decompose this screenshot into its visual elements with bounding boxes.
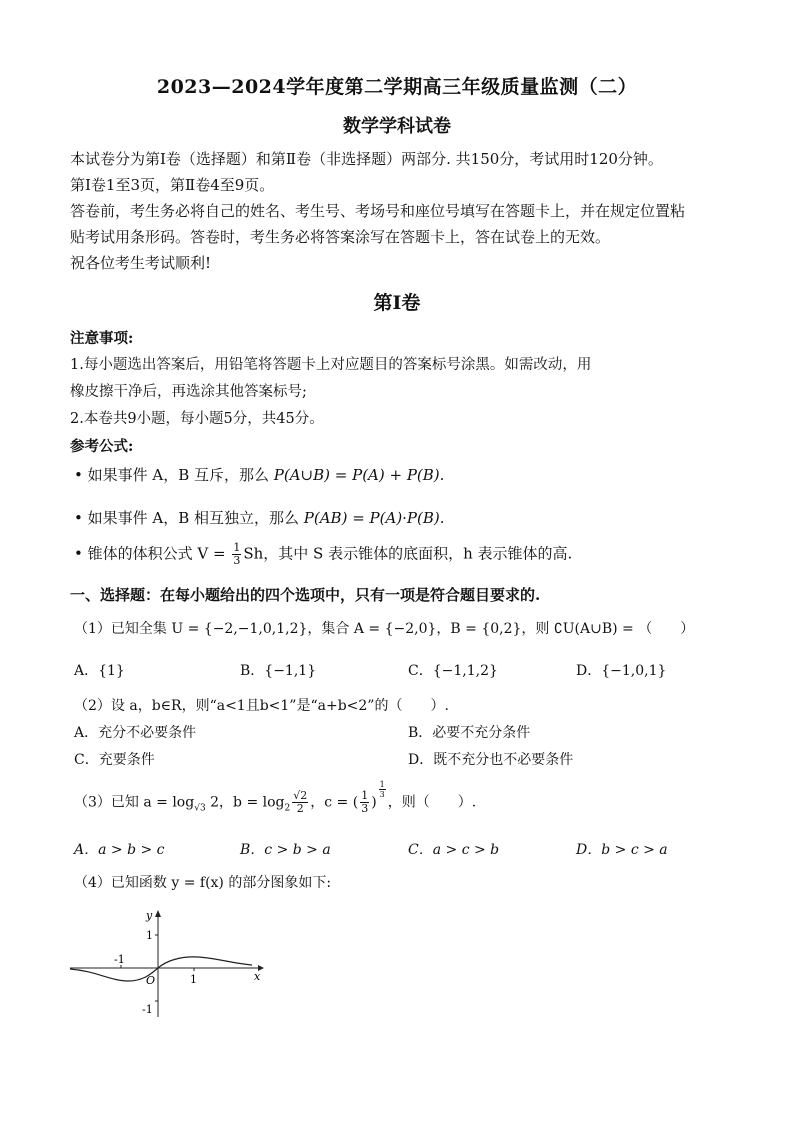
fraction-numerator: 1 bbox=[379, 780, 385, 789]
question-1-option-c: C．{−1,1,2} bbox=[408, 663, 498, 679]
question-1-option-a: A．{1} bbox=[74, 663, 125, 679]
y-axis-arrow bbox=[155, 910, 161, 917]
y-axis-label: y bbox=[146, 909, 153, 922]
question-3-option-d: D．b > c > a bbox=[576, 842, 668, 858]
formula-math: P(A∪B) = P(A) + P(B). bbox=[273, 466, 445, 484]
fraction bbox=[379, 780, 386, 799]
intro-block bbox=[70, 146, 730, 276]
formula-text: • 锥体的体积公式 V = bbox=[74, 544, 231, 563]
intro-line: 祝各位考生考试顺利! bbox=[70, 254, 212, 272]
page-title: 2023—2024学年度第二学期高三年级质量监测（二） bbox=[156, 76, 638, 98]
fraction-numerator: √2 bbox=[293, 789, 308, 802]
fraction-denominator: 3 bbox=[379, 790, 385, 799]
question-3-option-b: B．c > b > a bbox=[240, 842, 331, 858]
log-base: √3 bbox=[194, 803, 206, 814]
stem-text: （3）已知 a = log bbox=[74, 794, 195, 811]
fraction-numerator: 1 bbox=[233, 541, 241, 554]
formula-text: • 如果事件 A，B 相互独立，那么 bbox=[74, 509, 304, 527]
question-2-option-b: B．必要不充分条件 bbox=[408, 725, 531, 741]
question-2-stem: （2）设 a，b∈R，则“a<1且b<1”是“a+b<2”的（ ）. bbox=[74, 698, 449, 714]
volume-title: 第Ⅰ卷 bbox=[373, 292, 421, 314]
stem-text: ) bbox=[371, 794, 377, 811]
y-tick-label-positive: 1 bbox=[146, 929, 153, 942]
intro-line: 答卷前，考生务必将自己的姓名、考生号、考场号和座位号填写在答题卡上，并在规定位置粘 bbox=[70, 202, 686, 220]
question-3-option-a: A．a > b > c bbox=[74, 842, 165, 858]
formula-heading: 参考公式: bbox=[70, 438, 134, 455]
notes-line: 1.每小题选出答案后，用铅笔将答题卡上对应题目的答案标号涂黑。如需改动，用 bbox=[70, 357, 592, 373]
question-2-option-d: D．既不充分也不必要条件 bbox=[408, 752, 574, 768]
fraction-denominator: 2 bbox=[296, 802, 304, 815]
question-2-option-c: C．充要条件 bbox=[74, 752, 155, 768]
notes-block bbox=[70, 325, 730, 460]
formula-math: P(AB) = P(A)·P(B). bbox=[303, 509, 445, 527]
formula-mutually-exclusive bbox=[74, 464, 444, 485]
question-1-option-b: B．{−1,1} bbox=[240, 663, 317, 679]
notes-line: 2.本卷共9小题，每小题5分，共45分。 bbox=[70, 411, 324, 427]
fraction bbox=[292, 790, 308, 815]
notes-line: 橡皮擦干净后，再选涂其他答案标号; bbox=[70, 384, 307, 400]
fraction bbox=[232, 542, 241, 567]
fraction-denominator: 3 bbox=[361, 802, 369, 815]
exponent bbox=[377, 780, 388, 799]
page-subtitle: 数学学科试卷 bbox=[343, 116, 451, 137]
y-tick-label-negative: -1 bbox=[142, 1003, 153, 1016]
formula-cone-volume bbox=[74, 542, 572, 567]
question-2-option-a: A．充分不必要条件 bbox=[74, 725, 197, 741]
x-axis-label: x bbox=[254, 970, 261, 983]
intro-line: 本试卷分为第Ⅰ卷（选择题）和第Ⅱ卷（非选择题）两部分. 共150分，考试用时120分钟。 bbox=[70, 150, 663, 168]
function-curve bbox=[70, 957, 252, 981]
x-tick-label-positive: 1 bbox=[190, 973, 197, 986]
question-1-stem: （1）已知全集 U = {−2,−1,0,1,2}，集合 A = {−2,0}，B = {0,2}，则 ∁U(A∪B) = （ ） bbox=[74, 621, 695, 637]
stem-text: ，则（ ）. bbox=[387, 794, 477, 811]
stem-text: ，c = ( bbox=[310, 794, 359, 811]
question-3-option-c: C．a > c > b bbox=[408, 842, 500, 858]
formula-text: • 如果事件 A，B 互斥，那么 bbox=[74, 466, 274, 484]
question-4-stem: （4）已知函数 y = f(x) 的部分图象如下: bbox=[74, 875, 332, 891]
fraction-denominator: 3 bbox=[233, 554, 241, 567]
section-heading: 一、选择题：在每小题给出的四个选项中，只有一项是符合题目要求的. bbox=[70, 586, 541, 604]
fraction bbox=[360, 790, 369, 815]
notes-heading: 注意事项: bbox=[70, 330, 134, 347]
x-tick-label-negative: -1 bbox=[114, 953, 125, 966]
log-base: 2 bbox=[284, 803, 291, 814]
fraction-numerator: 1 bbox=[361, 789, 369, 802]
intro-line: 贴考试用条形码。答卷时，考生务必将答案涂写在答题卡上，答在试卷上的无效。 bbox=[70, 228, 611, 246]
function-graph bbox=[66, 905, 266, 1020]
intro-line: 第Ⅰ卷1至3页，第Ⅱ卷4至9页。 bbox=[70, 176, 275, 194]
question-1-option-d: D．{−1,0,1} bbox=[576, 663, 667, 679]
origin-label: O bbox=[146, 974, 156, 987]
formula-text: Sh，其中 S 表示锥体的底面积，h 表示锥体的高. bbox=[243, 544, 573, 563]
formula-independent bbox=[74, 507, 445, 528]
stem-text: 2，b = log bbox=[205, 794, 285, 811]
question-3-stem bbox=[74, 780, 477, 815]
